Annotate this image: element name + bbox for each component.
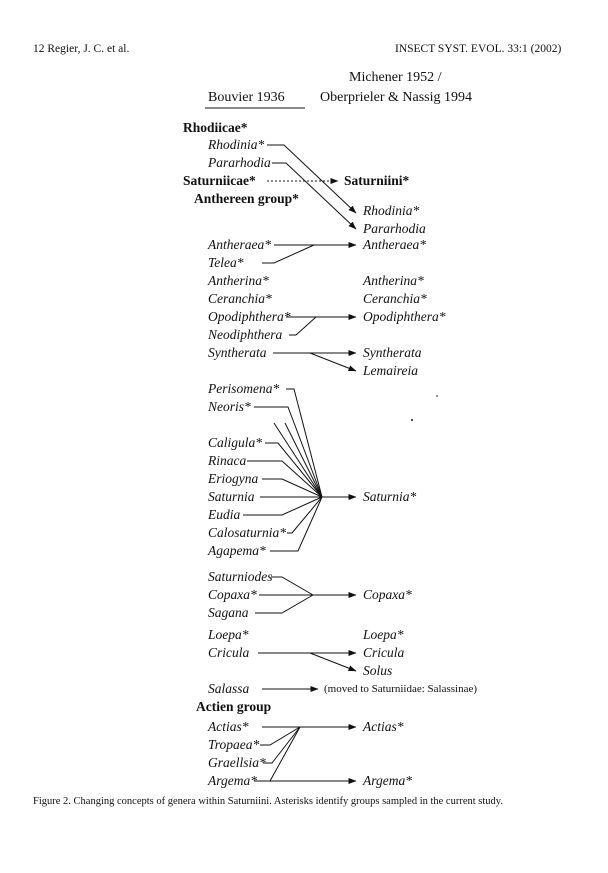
left-antherina: Antherina* bbox=[208, 273, 269, 288]
left-eudia: Eudia bbox=[208, 507, 241, 522]
right-cricula: Cricula bbox=[363, 645, 405, 660]
left-rinaca: Rinaca bbox=[208, 453, 247, 468]
left-caligula: Caligula* bbox=[208, 435, 263, 450]
right-pararhodia: Pararhodia bbox=[363, 221, 426, 236]
left-tropaea: Tropaea* bbox=[208, 737, 260, 752]
left-opodiphthera: Opodiphthera* bbox=[208, 309, 291, 324]
left-anthereen-group: Anthereen group* bbox=[194, 191, 299, 206]
left-neodiphthera: Neodiphthera bbox=[208, 327, 283, 342]
left-ceranchia: Ceranchia* bbox=[208, 291, 272, 306]
left-actias: Actias* bbox=[208, 719, 249, 734]
arrow-lemaireia bbox=[310, 353, 356, 371]
left-antheraea: Antheraea* bbox=[208, 237, 271, 252]
line-neodiphthera bbox=[289, 317, 316, 335]
right-moved-note: (moved to Saturniidae: Salassinae) bbox=[324, 683, 478, 695]
arrow-solus bbox=[310, 653, 356, 671]
line-telea bbox=[262, 245, 314, 263]
left-agapema: Agapema* bbox=[208, 543, 266, 558]
right-argema: Argema* bbox=[363, 773, 412, 788]
left-pararhodia: Pararhodia bbox=[208, 155, 271, 170]
left-cricula: Cricula bbox=[208, 645, 250, 660]
arrow-rhodinia bbox=[267, 145, 356, 213]
left-perisomena: Perisomena* bbox=[208, 381, 280, 396]
left-heading: Bouvier 1936 bbox=[208, 90, 285, 105]
left-graellsia: Graellsia* bbox=[208, 755, 266, 770]
left-rhodiicae: Rhodiicae* bbox=[183, 120, 248, 135]
right-lemaireia: Lemaireia bbox=[363, 363, 418, 378]
figure-caption: Figure 2. Changing concepts of genera within Saturniini. Asterisks identify groups sampled in the current study. bbox=[33, 796, 503, 807]
left-calosaturnia: Calosaturnia* bbox=[208, 525, 287, 540]
right-saturniini: Saturniini* bbox=[344, 173, 410, 188]
left-rhodinia: Rhodinia* bbox=[208, 137, 265, 152]
left-salassa: Salassa bbox=[208, 681, 250, 696]
right-ceranchia: Ceranchia* bbox=[363, 291, 427, 306]
left-neoris: Neoris* bbox=[208, 399, 251, 414]
right-solus: Solus bbox=[363, 663, 393, 678]
journal-header: INSECT SYST. EVOL. 33:1 (2002) bbox=[395, 43, 562, 55]
page-author-header: 12 Regier, J. C. et al. bbox=[33, 43, 130, 55]
right-antheraea: Antheraea* bbox=[363, 237, 426, 252]
right-opodiphthera: Opodiphthera* bbox=[363, 309, 446, 324]
left-argema: Argema* bbox=[208, 773, 257, 788]
right-heading-line2: Oberprieler & Nassig 1994 bbox=[320, 90, 473, 105]
left-eriogyna: Eriogyna bbox=[208, 471, 259, 486]
left-actien-group: Actien group bbox=[196, 699, 272, 714]
right-rhodinia: Rhodinia* bbox=[363, 203, 420, 218]
right-saturnia: Saturnia* bbox=[363, 489, 417, 504]
saturnia-convergence bbox=[243, 389, 322, 551]
right-copaxa: Copaxa* bbox=[363, 587, 412, 602]
left-loepa: Loepa* bbox=[208, 627, 249, 642]
left-saturnia: Saturnia bbox=[208, 489, 255, 504]
left-saturniodes: Saturniodes bbox=[208, 569, 273, 584]
left-telea: Telea* bbox=[208, 255, 244, 270]
left-saturniicae: Saturniicae* bbox=[183, 173, 256, 188]
right-loepa: Loepa* bbox=[363, 627, 404, 642]
left-copaxa: Copaxa* bbox=[208, 587, 257, 602]
right-heading-line1: Michener 1952 / bbox=[349, 70, 442, 85]
left-sagana: Sagana bbox=[208, 605, 249, 620]
left-syntherata: Syntherata bbox=[208, 345, 267, 360]
right-antherina: Antherina* bbox=[363, 273, 424, 288]
right-syntherata: Syntherata bbox=[363, 345, 422, 360]
right-actias: Actias* bbox=[363, 719, 404, 734]
